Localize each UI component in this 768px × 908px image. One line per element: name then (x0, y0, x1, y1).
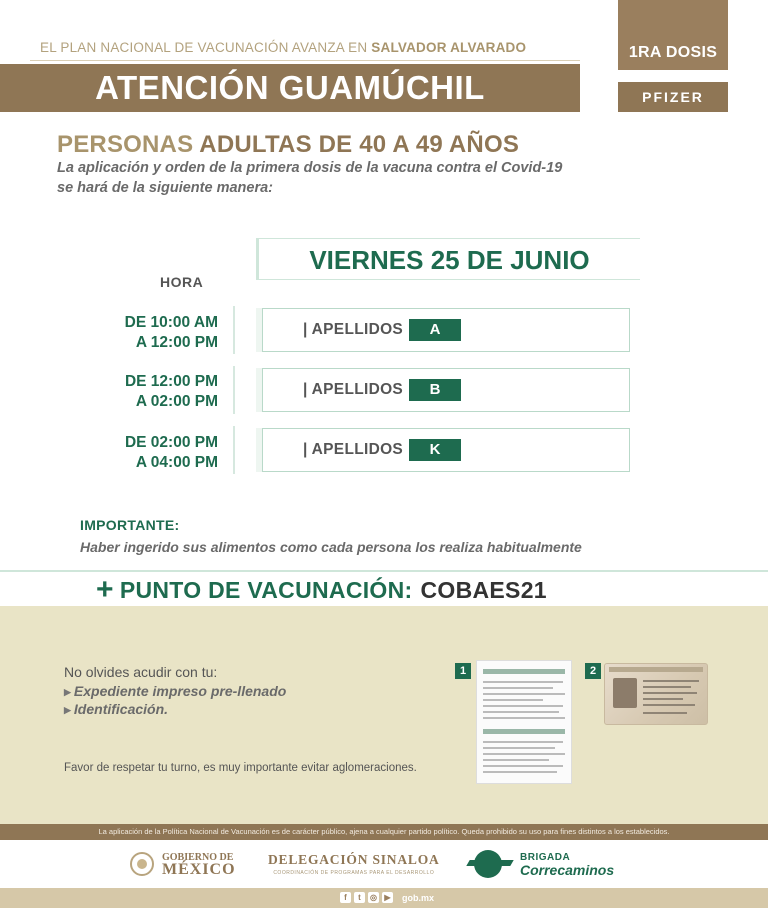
brigade-line1: BRIGADA (520, 852, 571, 863)
respect-note: Favor de respetar tu turno, es muy importante evitar aglomeraciones. (64, 762, 417, 774)
twitter-icon[interactable]: t (354, 892, 365, 903)
gob-line2: MÉXICO (162, 861, 236, 878)
audience-heading (57, 131, 519, 159)
requirement-text: Identificación. (73, 701, 169, 717)
requirements-intro: No olvides acudir con tu: (64, 664, 218, 680)
vaccination-point (96, 574, 547, 606)
legal-disclaimer: La aplicación de la Política Nacional de Vacunación es de carácter público, ajena a cualquier partido político. Queda prohibido su uso para fines distintos a los establecidos. (0, 824, 768, 840)
bullet-icon: ▶ (64, 705, 71, 715)
social-links (340, 892, 434, 903)
time-to: A 02:00 PM (135, 393, 218, 410)
badge-number-1: 1 (455, 663, 471, 679)
brigade-line2: Correcaminos (520, 862, 615, 878)
brigada-logo (468, 850, 614, 878)
time-to: A 04:00 PM (135, 454, 218, 471)
time-slot-2 (78, 372, 218, 412)
slot-label: | APELLIDOS (303, 321, 404, 338)
slot-label: | APELLIDOS (303, 441, 404, 458)
bullet-icon: ▶ (64, 687, 71, 697)
surname-slot-1 (262, 308, 630, 352)
hour-column-label: HORA (160, 274, 204, 290)
surname-slot-2 (262, 368, 630, 412)
plan-headline (40, 40, 580, 55)
divider (0, 570, 768, 572)
dose-badge: 1RA DOSIS (618, 0, 728, 70)
intro-text: La aplicación y orden de la primera dosis de la vacuna contra el Covid-19 se hará de la siguiente manera: (57, 160, 563, 196)
time-from: DE 12:00 PM (124, 373, 218, 390)
form-document-image (476, 660, 572, 784)
requirement-text: Expediente impreso pre-llenado (73, 683, 287, 699)
plan-line-place: SALVADOR ALVARADO (371, 40, 527, 55)
divider (233, 306, 235, 354)
website-link[interactable]: gob.mx (402, 892, 435, 903)
surname-letter: K (409, 439, 461, 461)
surname-letter: A (409, 319, 461, 341)
divider (233, 366, 235, 414)
time-from: DE 10:00 AM (124, 314, 218, 331)
vaccination-point-label: PUNTO DE VACUNACIÓN: (119, 576, 413, 603)
instagram-icon[interactable]: ◎ (368, 892, 379, 903)
delegation-name: DELEGACIÓN SINALOA (268, 852, 440, 867)
surname-letter: B (409, 379, 461, 401)
important-title: IMPORTANTE: (80, 517, 180, 533)
youtube-icon[interactable]: ▶ (382, 892, 393, 903)
requirement-item (64, 701, 168, 717)
important-text: Haber ingerido sus alimentos como cada persona los realiza habitualmente (80, 539, 582, 555)
audience-prefix: PERSONAS (57, 131, 194, 158)
surname-slot-3 (262, 428, 630, 472)
page-title: ATENCIÓN GUAMÚCHIL (0, 64, 580, 112)
plan-line-text: EL PLAN NACIONAL DE VACUNACIÓN AVANZA EN (40, 40, 368, 55)
roadrunner-icon (468, 850, 512, 878)
delegation-logo (268, 852, 440, 876)
time-from: DE 02:00 PM (124, 434, 218, 451)
schedule-date: VIERNES 25 DE JUNIO (256, 238, 640, 280)
time-slot-3 (78, 433, 218, 473)
gobierno-mexico-logo (130, 852, 236, 876)
time-to: A 12:00 PM (135, 334, 218, 351)
time-slot-1 (78, 313, 218, 353)
facebook-icon[interactable]: f (340, 892, 351, 903)
badge-number-2: 2 (585, 663, 601, 679)
id-card-image (604, 663, 708, 725)
slot-label: | APELLIDOS (303, 381, 404, 398)
delegation-subtitle: COORDINACIÓN DE PROGRAMAS PARA EL DESARROLLO (273, 870, 435, 876)
divider (30, 60, 580, 61)
vaccination-point-value: COBAES21 (420, 576, 547, 603)
plus-icon: + (96, 573, 114, 606)
seal-icon (130, 852, 154, 876)
audience-group: ADULTAS DE 40 A 49 AÑOS (199, 131, 520, 158)
gob-line1: GOBIERNO DE (162, 852, 234, 863)
divider (233, 426, 235, 474)
requirement-item (64, 683, 286, 699)
vaccine-badge: PFIZER (618, 82, 728, 112)
